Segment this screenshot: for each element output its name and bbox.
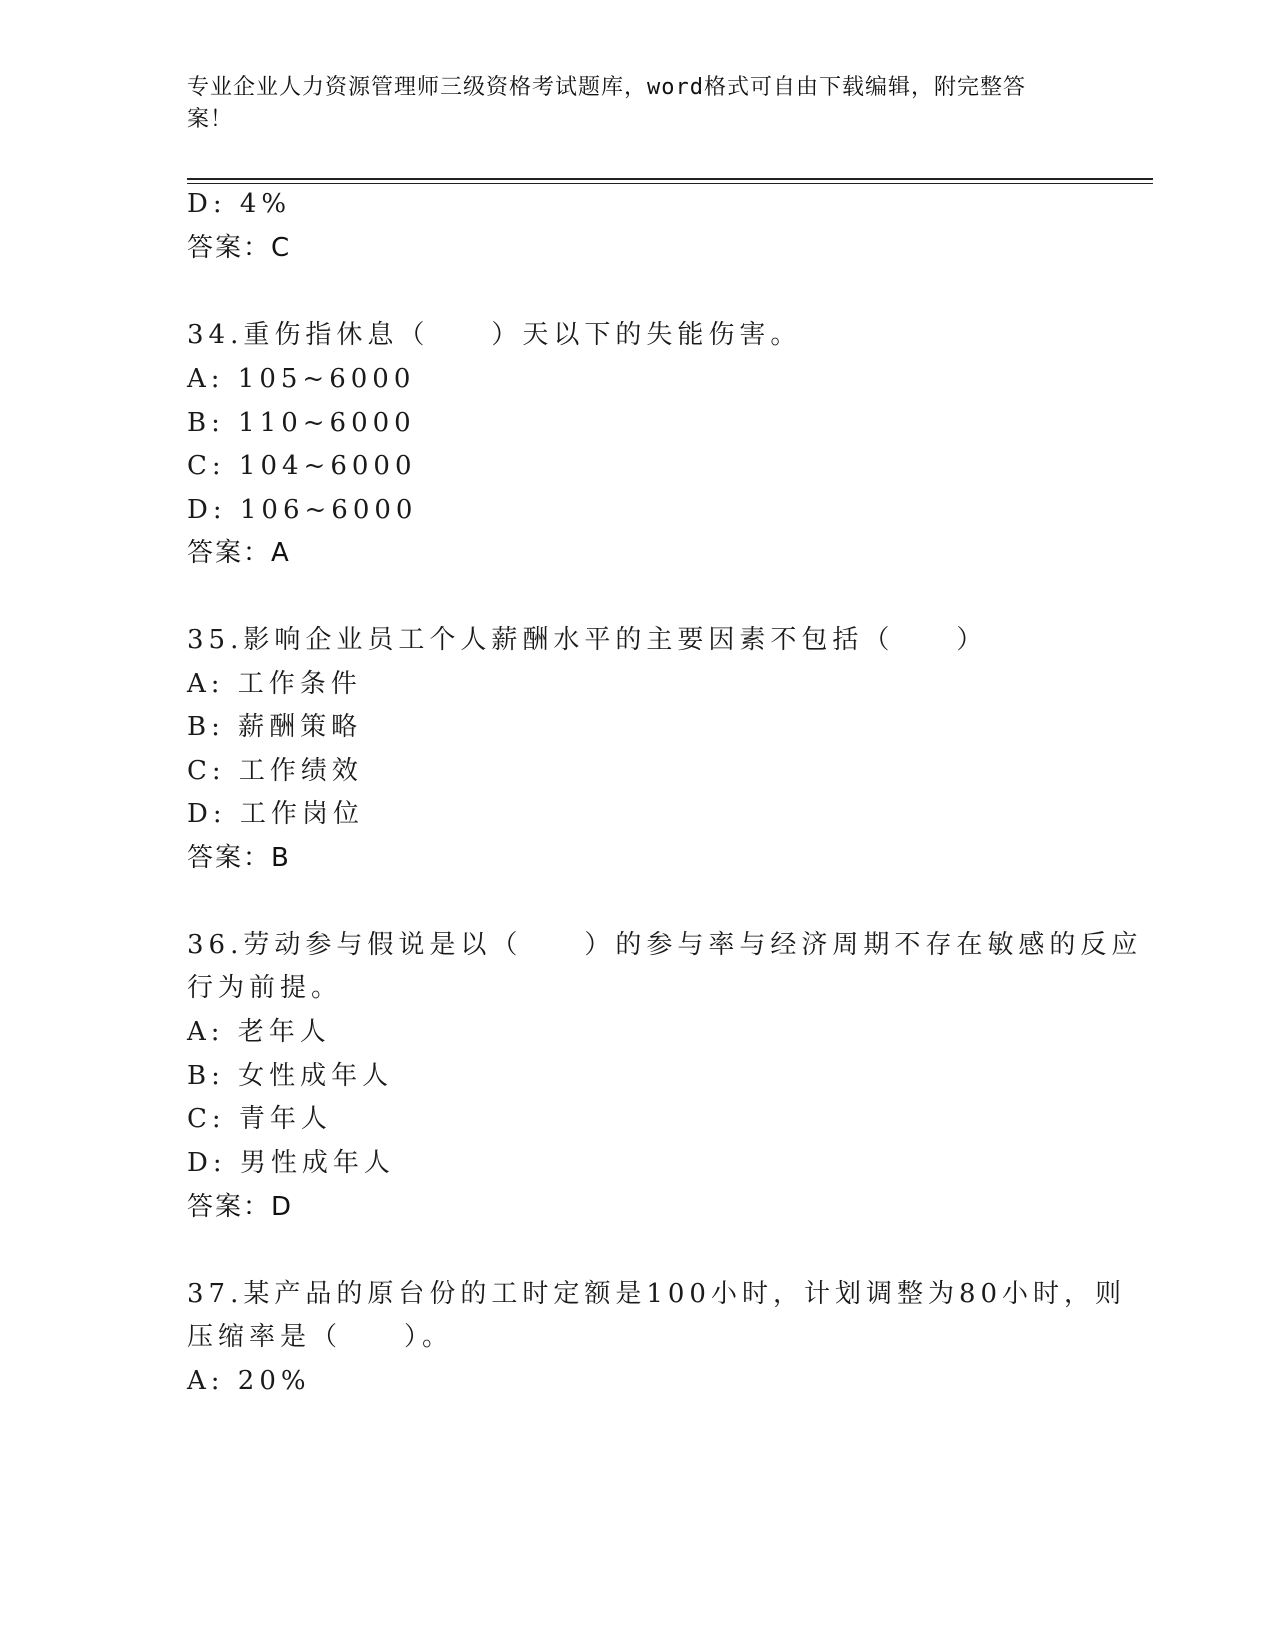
question-35-option-c: C: 工作绩效: [187, 756, 363, 786]
question-34-option-a: A: 105~6000: [187, 364, 416, 394]
question-35-option-b: B: 薪酬策略: [187, 712, 363, 742]
header-divider-thin: [187, 183, 1153, 184]
question-34-option-c: C: 104~6000: [187, 451, 417, 481]
document-header: 专业企业人力资源管理师三级资格考试题库，word格式可自由下载编辑，附完整答案！: [187, 75, 1026, 132]
question-36-stem-line2: 行为前提。: [187, 973, 343, 1003]
question-34-stem: 34.重伤指休息（ ）天以下的失能伤害。: [187, 320, 802, 350]
question-37-option-a: A: 20%: [187, 1366, 311, 1396]
question-35-stem: 35.影响企业员工个人薪酬水平的主要因素不包括（ ）: [187, 625, 988, 655]
question-37-stem-line2: 压缩率是（ ）。: [187, 1322, 454, 1352]
question-36-option-d: D: 男性成年人: [187, 1148, 395, 1178]
question-36-option-c: C: 青年人: [187, 1104, 332, 1134]
question-35-option-a: A: 工作条件: [187, 669, 362, 699]
question-35-option-d: D: 工作岗位: [187, 799, 364, 829]
question-37-stem-line1: 37.某产品的原台份的工时定额是100小时，计划调整为80小时，则: [187, 1279, 1127, 1309]
question-34-option-b: B: 110~6000: [187, 408, 416, 438]
header-divider: [187, 178, 1153, 180]
prev-answer: 答案：C: [187, 233, 292, 263]
question-36-option-b: B: 女性成年人: [187, 1061, 394, 1091]
question-34-option-d: D: 106~6000: [187, 495, 418, 525]
question-36-option-a: A: 老年人: [187, 1017, 331, 1047]
question-34-answer: 答案：A: [187, 538, 291, 568]
prev-option-d: D: 4%: [187, 189, 292, 219]
question-36-stem-line1: 36.劳动参与假说是以（ ）的参与率与经济周期不存在敏感的反应: [187, 930, 1143, 960]
question-36-answer: 答案：D: [187, 1192, 294, 1222]
question-35-answer: 答案：B: [187, 843, 291, 873]
